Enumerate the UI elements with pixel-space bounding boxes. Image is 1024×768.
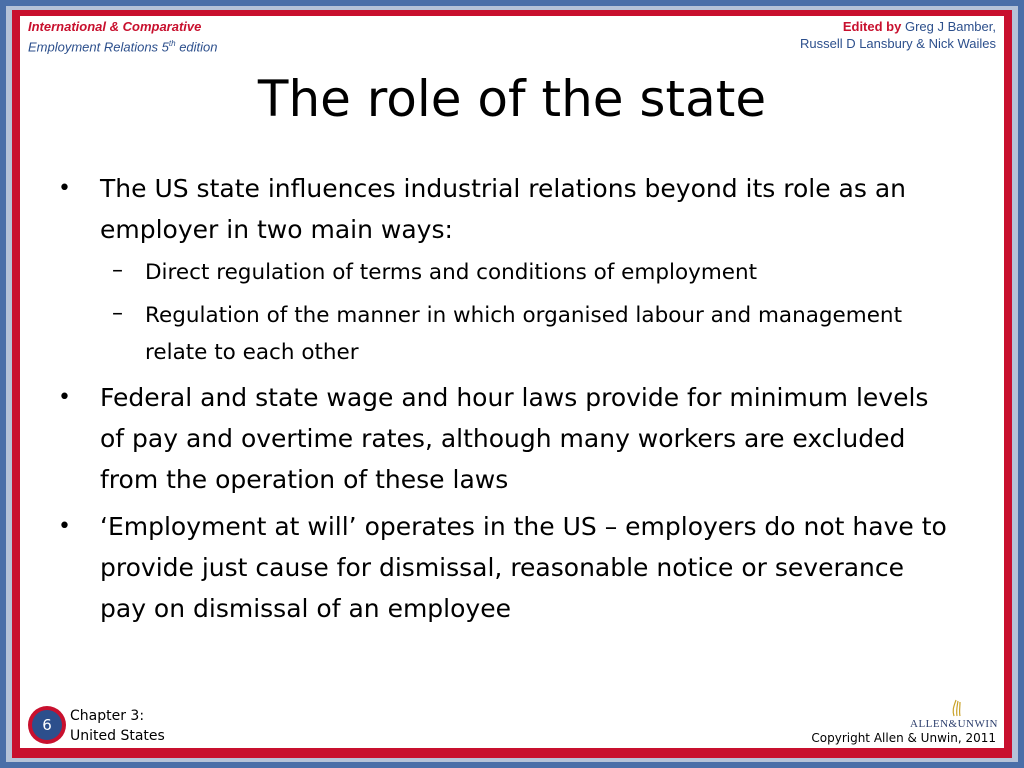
slide (20, 16, 1004, 748)
edited-by-label: Edited by (842, 19, 902, 34)
chapter-label (70, 706, 165, 746)
sub-bullet-2 (56, 297, 956, 371)
slide-title: The role of the state (257, 70, 767, 128)
bullet-item-2 (56, 377, 956, 500)
editors-line2: Russell D Lansbury & Nick Wailes (799, 36, 996, 51)
dash-icon: – (112, 301, 123, 326)
dash-icon: – (112, 258, 123, 283)
bullet-text-1: The US state influences industrial relations beyond its role as an employer in two main ways: (100, 174, 907, 244)
slide-content (56, 168, 956, 629)
editors-line1 (800, 18, 996, 35)
bullet-icon: • (58, 514, 71, 539)
chapter-line2: United States (70, 728, 165, 744)
slide-number: 6 (32, 710, 62, 740)
sub-bullet-1 (56, 254, 956, 291)
copyright-text: Copyright Allen & Unwin, 2011 (811, 731, 996, 745)
bullet-icon: • (58, 176, 71, 201)
bullet-text-3: ‘Employment at will’ operates in the US – employers do not have to provide just cause for dismissal, reasonable notice or severance pay on dismissal of an employee (100, 512, 947, 623)
slide-number-badge (28, 706, 66, 744)
sub-bullet-text-2: Regulation of the manner in which organised labour and management relate to each other (145, 303, 902, 365)
bullet-text-2: Federal and state wage and hour laws provide for minimum levels of pay and overtime rates, although many workers are excluded from the operation of these laws (100, 383, 929, 494)
editors-names-1: Greg J Bamber, (901, 19, 996, 34)
chapter-line1: Chapter 3: (70, 708, 145, 724)
editors-header (800, 18, 996, 52)
bullet-item-1 (56, 168, 956, 250)
sub-bullet-text-1: Direct regulation of terms and conditions of employment (145, 260, 758, 285)
book-title-header (28, 18, 218, 55)
bullet-item-3 (56, 506, 956, 629)
bullet-icon: • (58, 385, 71, 410)
publisher-logo-text: ALLEN&UNWIN (910, 718, 998, 730)
book-title-line1: International & Comparative (28, 19, 202, 34)
book-title-line2: Employment Relations 5th edition (28, 39, 218, 55)
